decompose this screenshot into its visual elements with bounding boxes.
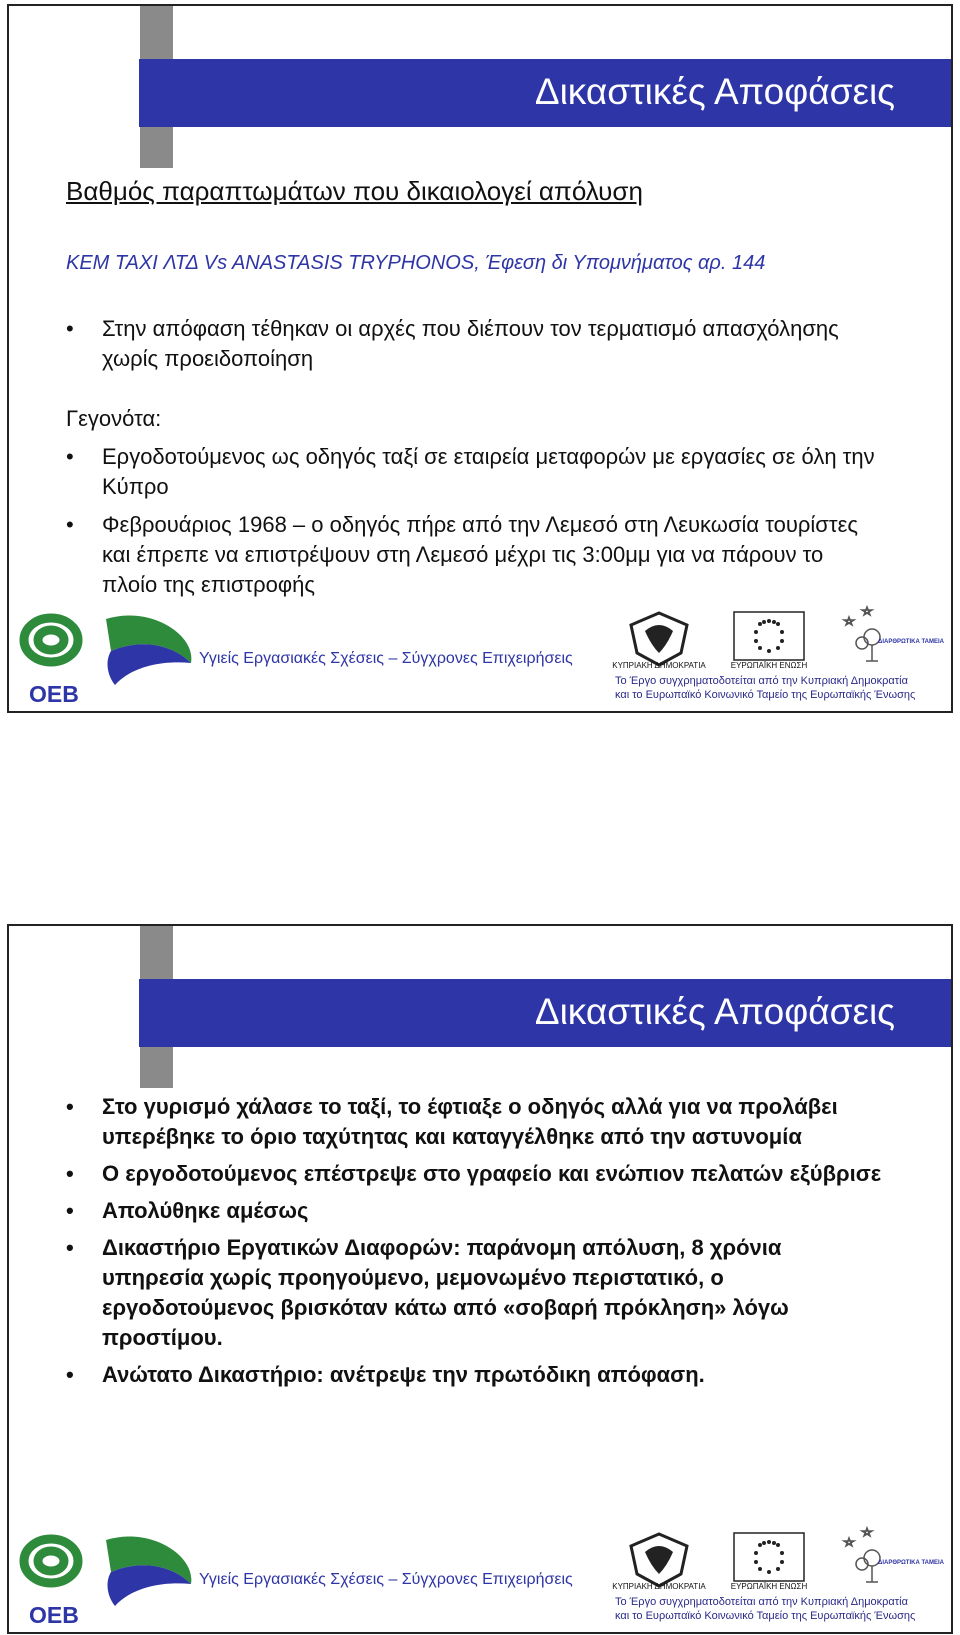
eu-label: ΕΥΡΩΠΑΪΚΗ ΕΝΩΣΗ — [730, 1582, 808, 1591]
cofunding-line-2: και το Ευρωπαϊκό Κοινωνικό Ταμείο της Ευρωπαϊκής Ένωσης — [615, 1610, 916, 1622]
list-item: • Στην απόφαση τέθηκαν οι αρχές που διέπουν τον τερματισμό απασχόλησης χωρίς προειδοποίηση — [66, 314, 876, 374]
eu-flag-icon — [733, 1532, 805, 1584]
oeb-logo-icon — [11, 605, 201, 709]
oeb-logo-icon — [11, 1526, 201, 1630]
oeb-label: OEB — [29, 1602, 79, 1628]
list-item: • Ανώτατο Δικαστήριο: ανέτρεψε την πρωτόδικη απόφαση. — [66, 1360, 886, 1390]
slide-title: Δικαστικές Αποφάσεις — [534, 991, 895, 1032]
facts-bullet-list — [66, 442, 876, 600]
cyprus-label: ΚΥΠΡΙΑΚΗ ΔΗΜΟΚΡΑΤΙΑ — [612, 661, 706, 670]
title-band — [139, 979, 951, 1047]
cofunding-notice — [615, 1595, 915, 1623]
fund-label: ΔΙΑΡΘΡΩΤΙΚΑ ΤΑΜΕΙΑ — [878, 639, 945, 645]
cofunding-line-1: Το Έργο συγχρηματοδοτείται από την Κυπριακή Δημοκρατία — [615, 675, 908, 687]
list-item: • Στο γυρισμό χάλασε το ταξί, το έφτιαξε ο οδηγός αλλά για να προλάβει υπερέβηκε το όριο ταχύτητας και καταγγέλθηκε από την αστυνομία — [66, 1092, 886, 1152]
footer-tagline: Υγιείς Εργασιακές Σχέσεις – Σύγχρονες Επιχειρήσεις — [199, 650, 573, 667]
structural-funds-logo-icon — [834, 1526, 945, 1586]
intro-bullet-list — [66, 314, 876, 374]
title-band — [139, 59, 951, 127]
slide-1 — [7, 4, 953, 713]
list-item: • Απολύθηκε αμέσως — [66, 1196, 886, 1226]
list-item: • Ο εργοδοτούμενος επέστρεψε στο γραφείο και ενώπιον πελατών εξύβρισε — [66, 1159, 886, 1189]
list-item: • Δικαστήριο Εργατικών Διαφορών: παράνομη απόλυση, 8 χρόνια υπηρεσία χωρίς προηγούμενο, μεμονωμένο περιστατικό, ο εργοδοτούμενος βρισκόταν κάτω από «σοβαρή πρόκληση» λόγω προστίμου. — [66, 1233, 886, 1353]
cofunding-notice — [615, 674, 915, 702]
slide-footer — [9, 603, 951, 711]
footer-tagline: Υγιείς Εργασιακές Σχέσεις – Σύγχρονες Επιχειρήσεις — [199, 1571, 573, 1588]
list-item: • Φεβρουάριος 1968 – ο οδηγός πήρε από την Λεμεσό στη Λευκωσία τουρίστες και έπρεπε να επιστρέψουν στη Λεμεσό μέχρι τις 3:00μμ για να πάρουν το πλοίο της επιστροφής — [66, 510, 876, 600]
cyprus-emblem-icon — [609, 609, 709, 669]
case-reference: KEM TAXI ΛΤΔ Vs ANASTASIS TRYPHONOS, Έφεση δι Υπομνήματος αρ. 144 — [66, 252, 766, 274]
slide-subtitle: Βαθμός παραπτωμάτων που δικαιολογεί απόλυση — [66, 176, 643, 206]
fund-label: ΔΙΑΡΘΡΩΤΙΚΑ ΤΑΜΕΙΑ — [878, 1560, 945, 1566]
oeb-label: OEB — [29, 681, 79, 707]
slide-title: Δικαστικές Αποφάσεις — [534, 71, 895, 112]
slide-footer — [9, 1524, 951, 1632]
eu-label: ΕΥΡΩΠΑΪΚΗ ΕΝΩΣΗ — [730, 661, 808, 670]
cofunding-line-1: Το Έργο συγχρηματοδοτείται από την Κυπριακή Δημοκρατία — [615, 1596, 908, 1608]
cyprus-label: ΚΥΠΡΙΑΚΗ ΔΗΜΟΚΡΑΤΙΑ — [612, 1582, 706, 1591]
eu-flag-icon — [733, 611, 805, 663]
slide-2 — [7, 924, 953, 1634]
facts-heading: Γεγονότα: — [66, 406, 162, 431]
structural-funds-logo-icon — [834, 605, 945, 665]
decision-bullet-list — [66, 1092, 886, 1397]
cofunding-line-2: και το Ευρωπαϊκό Κοινωνικό Ταμείο της Ευρωπαϊκής Ένωσης — [615, 689, 916, 701]
list-item: • Εργοδοτούμενος ως οδηγός ταξί σε εταιρεία μεταφορών με εργασίες σε όλη την Κύπρο — [66, 442, 876, 502]
cyprus-emblem-icon — [609, 1530, 709, 1590]
